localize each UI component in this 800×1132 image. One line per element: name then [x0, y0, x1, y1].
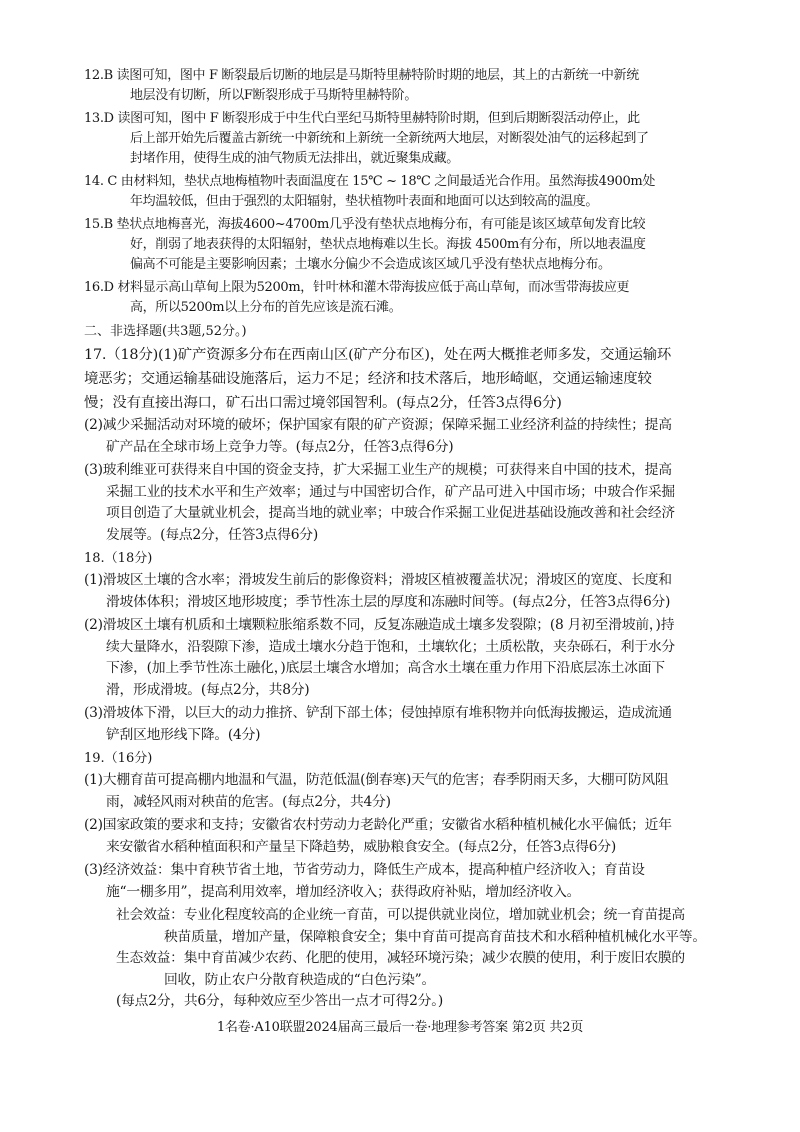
answer-line: 15.B 垫状点地梅喜光，海拔4600~4700m几乎没有垫状点地梅分布，有可能是该区域草甸发育比较 [84, 217, 646, 232]
answer-line: 境恶劣；交通运输基础设施落后，运力不足；经济和技术落后，地形崎岖，交通运输速度较 [84, 371, 652, 387]
answer-line: 施“一棚多用”，提高利用效率，增加经济收入；获得政府补贴，增加经济收入。 [106, 883, 581, 900]
answer-19-part3 [84, 860, 744, 903]
answer-line: 滑坡体体积；滑坡区地形坡度；季节性冻土层的厚度和冻融时间等。(每点2分，任答3点得6分) [106, 593, 671, 610]
answer-line: (3)滑坡体下滑，以巨大的动力推挤、铲刮下部土体；侵蚀掉原有堆积物并向低海拔搬运，造成流通 [84, 705, 672, 721]
answer-17-part2 [84, 415, 744, 458]
answer-line: (2)减少采掘活动对环境的破坏；保护国家有限的矿产资源；保障采掘工业经济利益的持续性；提高 [84, 417, 672, 433]
answer-line: 秧苗质量，增加产量，保障粮食安全；集中育苗可提高育苗技术和水稻种植机械化水平等。 [164, 928, 706, 945]
question-19-heading: 19.（16分) [84, 751, 153, 766]
answer-16 [84, 278, 744, 318]
answer-19-part1 [84, 770, 744, 813]
answer-line: 来安徽省水稻种植面积和产量呈下降趋势，威胁粮食安全。(每点2分，任答3点得6分) [106, 838, 616, 855]
answer-18-part3 [84, 703, 744, 746]
answer-13 [84, 109, 744, 169]
answer-line: (1)滑坡区土壤的含水率；滑坡发生前后的影像资料；滑坡区植被覆盖状况；滑坡区的宽度、长度和 [84, 572, 672, 588]
page-footer: 1名卷·A10联盟2024届高三最后一卷·地理参考答案 第2页 共2页 [216, 1020, 584, 1035]
answer-line: 封堵作用，使得生成的油气物质无法排出，就近聚集成藏。 [130, 151, 459, 166]
answer-line: 13.D 读图可知，图中 F 断裂形成于中生代白垩纪马斯特里赫特阶时期，但到后期断裂活动停止，此 [84, 111, 640, 126]
answer-line: 后上部开始先后覆盖古新统一中新统和上新统一全新统两大地层，对断裂处油气的运移起到了 [130, 131, 649, 146]
social-benefits [84, 905, 744, 948]
answer-line: 下渗，(加上季节性冻土融化，)底层土壤含水增加；高含水土壤在重力作用下沿底层冻土冰面下 [106, 660, 665, 676]
question-18-heading: 18.（18分) [84, 551, 153, 566]
scoring-note [84, 991, 744, 1013]
answer-line: 慢；没有直接出海口，矿石出口需过境邻国智利。(每点2分，任答3点得6分) [84, 395, 562, 411]
answer-line: 地层没有切断，所以F断裂形成于马斯特里赫特阶。 [130, 88, 417, 103]
answer-line: 好，削弱了地表获得的太阳辐射，垫状点地梅难以生长。海拔 4500m有分布，所以地表温度 [130, 237, 646, 252]
answer-17-part1 [84, 343, 744, 415]
answer-line: 16.D 材料显示高山草甸上限为5200m，针叶林和灌木带海拔应低于高山草甸，而冰雪带海拔应更 [84, 280, 630, 295]
answer-line: 矿产品在全球市场上竞争力等。(每点2分，任答3点得6分) [106, 438, 454, 455]
answer-line: (每点2分，共6分，每种效应至少答出一点才可得2分。) [116, 993, 443, 1009]
answer-line: (2)滑坡区土壤有机质和土壤颗粒胀缩系数不同，反复冻融造成土壤多发裂隙；(8 月初至滑坡前，)持 [84, 617, 675, 633]
answer-line: 12.B 读图可知，图中 F 断裂最后切断的地层是马斯特里赫特阶时期的地层，其上的古新统一中新统 [84, 68, 639, 83]
answer-line: (1)大棚育苗可提高棚内地温和气温，防范低温(倒春寒)天气的危害；春季阴雨天多，大棚可防风阻 [84, 772, 669, 788]
answer-line: 采掘工业的技术水平和生产效率；通过与中国密切合作，矿产品可进入中国市场；中玻合作采掘 [106, 483, 675, 500]
answer-line: 项目创造了大量就业机会，提高当地的就业率；中玻合作采掘工业促进基础设施改善和社会经济 [106, 505, 675, 521]
answer-line: 17.（18分)(1)矿产资源多分布在西南山区(矿产分布区)，处在两大概推老师多发，交通运输环 [84, 347, 672, 363]
ecological-benefits [84, 948, 744, 991]
answer-line: (3)经济效益：集中育秧节省土地，节省劳动力，降低生产成本，提高种植户经济收入；育苗设 [84, 862, 645, 878]
answer-line: 雨，减轻风雨对秧苗的危害。(每点2分，共4分) [106, 793, 391, 810]
section-heading: 二、非选择题(共3题,52分。) [84, 324, 247, 339]
answer-content [84, 66, 744, 1013]
answer-18-part2 [84, 615, 744, 701]
answer-line: 续大量降水，沿裂隙下渗，造成土壤水分趋于饱和，土壤软化；土质松散，夹杂砾石，利于水分 [106, 638, 675, 655]
answer-line: 滑，形成滑坡。(每点2分，共8分) [106, 681, 310, 698]
answer-14 [84, 172, 744, 212]
answer-line: 14. C 由材料知，垫状点地梅植物叶表面温度在 15℃ ~ 18℃ 之间最适光合作用。虽然海拔4900m处 [84, 174, 655, 189]
answer-line: 发展等。(每点2分，任答3点得6分) [106, 526, 318, 543]
answer-line: 年均温较低，但由于强烈的太阳辐射，垫状植物叶表面和地面可以达到较高的温度。 [130, 194, 599, 209]
answer-line: 生态效益：集中育苗减少农药、化肥的使用，减轻环境污染；减少农膜的使用，利于废旧农膜的 [116, 950, 685, 966]
answer-line: 社会效益：专业化程度较高的企业统一育苗，可以提供就业岗位，增加就业机会；统一育苗提高 [116, 907, 685, 923]
answer-12 [84, 66, 744, 106]
answer-line: 回收，防止农户分散育秧造成的“白色污染”。 [164, 971, 435, 988]
answer-19-part2 [84, 815, 744, 858]
answer-15 [84, 215, 744, 275]
answer-line: 偏高不可能是主要影响因素；土壤水分偏少不会造成该区域几乎没有垫状点地梅分布。 [130, 257, 611, 272]
answer-18-part1 [84, 570, 744, 613]
answer-17-part3 [84, 460, 744, 546]
answer-line: 铲刮区地形线下降。(4分) [106, 726, 261, 743]
answer-line: 高，所以5200m以上分布的首先应该是流石滩。 [130, 300, 402, 315]
answer-line: (3)玻利维亚可获得来自中国的资金支持，扩大采掘工业生产的规模；可获得来自中国的技术，提高 [84, 462, 672, 478]
answer-line: (2)国家政策的要求和支持；安徽省农村劳动力老龄化严重；安徽省水稻种植机械化水平偏低；近年 [84, 817, 672, 833]
